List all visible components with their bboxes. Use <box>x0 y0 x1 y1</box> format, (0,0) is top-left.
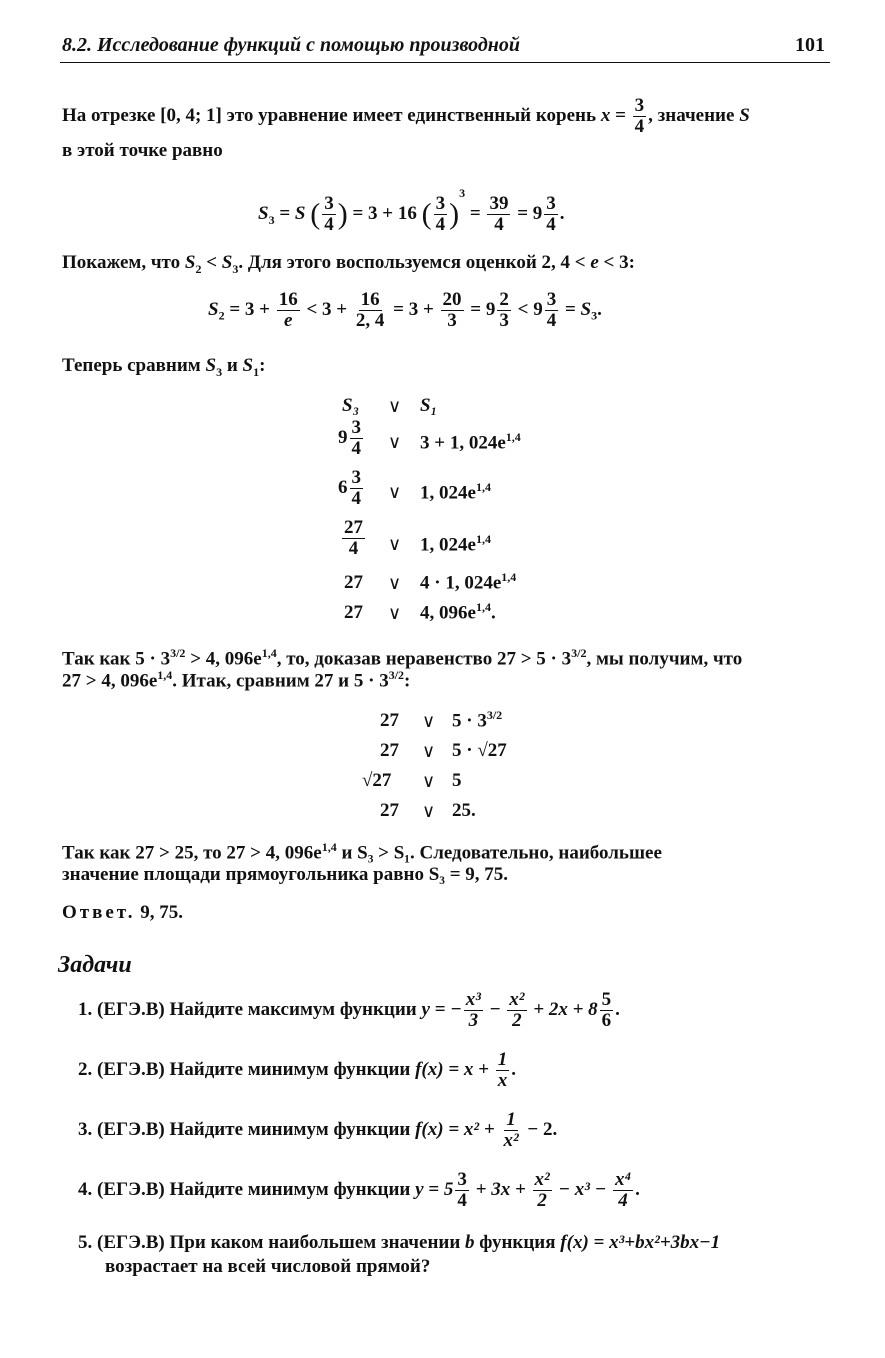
math-var: x <box>600 104 611 126</box>
text-segment: На отрезке [0, 4; 1] это уравнение имеет единственный корень <box>62 104 597 126</box>
fraction <box>350 468 364 509</box>
punct: . <box>490 602 496 624</box>
cmp2-left-2: √27 <box>362 770 392 791</box>
formula-part: y = − <box>421 998 462 1020</box>
cmp2-left-0: 27 <box>380 710 399 731</box>
exponent: 3/2 <box>170 646 186 660</box>
fraction <box>441 290 464 331</box>
paragraph-root <box>62 96 750 137</box>
math-op: = <box>274 203 295 224</box>
formula-part: . <box>635 1178 640 1200</box>
paragraph-since-l1 <box>62 646 742 670</box>
fraction <box>501 1110 520 1151</box>
expr: 4 · 1, 024e <box>420 572 502 594</box>
math-op: < 3 + <box>301 298 352 320</box>
fraction <box>354 290 387 331</box>
cmp1-right-2 <box>420 480 491 504</box>
cmp1-vee-3: ∨ <box>388 534 402 554</box>
cmp1-left-5: 27 <box>344 602 363 623</box>
formula-part: f(x) = x + <box>415 1058 494 1080</box>
cmp1-right-3 <box>420 532 491 556</box>
formula-part: . <box>615 998 620 1020</box>
fraction <box>545 290 559 331</box>
numerator: x³ <box>465 989 481 1010</box>
exponent: 1,4 <box>475 532 491 546</box>
subscript: 1 <box>253 364 260 379</box>
expr: 4, 096e <box>420 602 476 624</box>
text-segment: Теперь сравним <box>62 355 201 376</box>
denominator: x² <box>503 1129 519 1151</box>
cmp1-right-1 <box>420 430 521 454</box>
denominator: 4 <box>348 537 359 559</box>
denominator: e <box>284 309 293 331</box>
fraction <box>487 194 510 235</box>
paragraph-conclusion-l1 <box>62 840 662 864</box>
numerator: 27 <box>344 517 363 538</box>
fraction <box>600 990 614 1031</box>
math-var: b <box>465 1232 475 1253</box>
answer-label: Ответ. <box>62 902 136 923</box>
cmp2-right-0 <box>452 708 502 732</box>
cmp2-right-3: 25. <box>452 800 476 821</box>
fraction <box>497 290 511 331</box>
fraction <box>277 290 300 331</box>
math-op: = <box>469 203 486 224</box>
numerator: 3 <box>351 417 361 438</box>
cmp2-left-1: 27 <box>380 740 399 761</box>
denominator: 4 <box>494 214 504 236</box>
paren-close: ) <box>449 197 460 231</box>
exponent: 3/2 <box>571 646 587 660</box>
exponent: 3/2 <box>388 668 405 682</box>
text-segment: < 3: <box>603 252 635 273</box>
math-var: e <box>590 252 599 273</box>
cmp2-vee-2: ∨ <box>422 771 436 791</box>
subscript: 2 <box>195 261 202 276</box>
denominator: 4 <box>546 214 556 236</box>
fraction <box>322 194 336 235</box>
text-segment: . Итак, сравним 27 и 5 · 3 <box>172 670 389 692</box>
denominator: 3 <box>499 309 509 331</box>
formula-part: f(x) = x² + <box>415 1118 500 1140</box>
text-segment: Так как 27 > 25, то 27 > 4, 096e <box>62 842 322 864</box>
math-var: S <box>208 298 219 320</box>
task-text: (ЕГЭ.В) При каком наибольшем значении <box>97 1232 461 1253</box>
equation-s3 <box>258 186 565 235</box>
task-text: функция <box>479 1232 556 1253</box>
exponent: 3/2 <box>486 708 503 722</box>
math-op: = <box>615 104 626 126</box>
numerator: x² <box>534 1169 550 1190</box>
exponent: 1,4 <box>157 668 173 682</box>
task-number: 2. <box>78 1058 93 1080</box>
denominator: 2 <box>512 1009 522 1031</box>
task-5-continuation: возрастает на всей числовой прямой? <box>105 1256 431 1277</box>
cmp1-vee-5: ∨ <box>388 603 402 623</box>
mixed-int: 9 <box>338 426 348 448</box>
task-1 <box>78 990 620 1031</box>
paren-open: ( <box>421 197 432 231</box>
subscript: 3 <box>268 212 275 227</box>
math-op: = 9 <box>465 298 496 320</box>
paragraph-show <box>62 252 635 277</box>
math-op: = 9 <box>517 203 543 224</box>
page-number: 101 <box>795 34 825 56</box>
numerator: 3 <box>351 467 361 488</box>
mixed-int: 6 <box>338 476 348 498</box>
subscript: 3 <box>216 364 223 379</box>
task-number: 5. <box>78 1232 93 1253</box>
text-segment: и S₃ > S₁. Следовательно, наибольшее <box>336 842 662 864</box>
expr: 5 · 3 <box>452 710 487 732</box>
denominator: x <box>497 1069 508 1091</box>
cmp1-left-3 <box>340 518 367 559</box>
cmp1-right-4 <box>420 570 516 594</box>
denominator: 2 <box>537 1189 547 1211</box>
paragraph-conclusion-l2: значение площади прямоугольника равно S₃ = 9, 75. <box>62 864 509 885</box>
denominator: 4 <box>634 115 645 137</box>
numerator: 3 <box>457 1169 467 1190</box>
expr: 1, 024e <box>420 534 476 556</box>
math-op: . <box>559 203 565 224</box>
paragraph-since-l2 <box>62 668 410 692</box>
cmp1-vee-0: ∨ <box>388 396 402 416</box>
cmp2-right-1: 5 · √27 <box>452 740 507 761</box>
math-var: S <box>258 203 269 224</box>
math-op: = 3 + <box>388 298 439 320</box>
subscript: 3 <box>591 308 598 323</box>
task-2 <box>78 1050 516 1091</box>
formula-part: + 2x + 8 <box>528 998 598 1020</box>
cmp1-left-1 <box>338 418 365 459</box>
math-op: < 9 <box>512 298 543 320</box>
math-op: < <box>201 252 222 273</box>
fraction <box>464 990 483 1031</box>
numerator: 3 <box>324 193 334 215</box>
denominator: 3 <box>468 1009 479 1031</box>
formula-part: . <box>511 1058 516 1080</box>
denominator: 4 <box>457 1189 467 1211</box>
math-var: S <box>242 355 254 376</box>
numerator: 16 <box>278 289 298 310</box>
formula-part: y = 5 <box>415 1178 454 1200</box>
text-segment: , мы получим, что <box>586 648 743 670</box>
denominator: 2, 4 <box>355 309 385 331</box>
math-var: S <box>739 104 750 126</box>
section-title: Задачи <box>58 952 132 978</box>
fraction <box>533 1170 552 1211</box>
fraction <box>633 96 647 137</box>
math-op: = <box>560 298 581 320</box>
expr: 1, 024e <box>420 482 476 504</box>
numerator: 1 <box>497 1049 508 1070</box>
paragraph-compare <box>62 355 265 380</box>
cmp1-right-5 <box>420 600 496 624</box>
math-op: . <box>597 298 602 320</box>
task-text: (ЕГЭ.В) Найдите максимум функции <box>97 998 417 1020</box>
task-number: 4. <box>78 1178 93 1200</box>
text-segment: и <box>222 355 243 376</box>
expr: 3 + 1, 024e <box>420 432 506 454</box>
equation-s2 <box>208 290 602 331</box>
formula-part: − 2. <box>522 1118 558 1140</box>
numerator: 20 <box>442 289 462 310</box>
text-segment: , значение <box>648 104 735 126</box>
math-var: S <box>184 252 196 273</box>
cmp1-vee-2: ∨ <box>388 482 402 502</box>
formula-part: − <box>484 998 506 1020</box>
numerator: 1 <box>506 1109 516 1130</box>
formula-part: − x³ − <box>553 1178 611 1200</box>
text-segment: : <box>259 355 266 376</box>
text-segment: . Для этого воспользуемся оценкой 2, 4 < <box>238 252 586 273</box>
cmp2-left-3: 27 <box>380 800 399 821</box>
subscript: 2 <box>218 308 225 323</box>
cmp2-vee-3: ∨ <box>422 801 436 821</box>
running-header-section: 8.2. Исследование функций с помощью производной <box>62 34 521 56</box>
cmp1-vee-4: ∨ <box>388 573 402 593</box>
task-text: (ЕГЭ.В) Найдите минимум функции <box>97 1058 411 1080</box>
fraction <box>350 418 364 459</box>
cmp2-vee-0: ∨ <box>422 711 436 731</box>
fraction <box>613 1170 633 1211</box>
header-rule <box>60 62 830 63</box>
exponent: 1,4 <box>505 430 521 444</box>
fraction <box>434 194 448 235</box>
numerator: 3 <box>435 193 446 215</box>
numerator: 2 <box>499 289 509 310</box>
exponent: 1,4 <box>261 646 277 660</box>
denominator: 3 <box>447 309 457 331</box>
math-op: = 3 + <box>224 298 275 320</box>
cmp1-left-0: S₃ <box>342 395 360 416</box>
numerator: x² <box>509 989 525 1010</box>
answer-value: 9, 75. <box>140 902 183 923</box>
text-segment: Покажем, что <box>62 252 181 273</box>
fraction <box>507 990 526 1031</box>
denominator: 6 <box>601 1009 612 1031</box>
cmp1-left-4: 27 <box>344 572 363 593</box>
fraction <box>544 194 558 235</box>
task-text: (ЕГЭ.В) Найдите минимум функции <box>97 1178 411 1200</box>
formula-part: + 3x + <box>470 1178 531 1200</box>
text-segment: > 4, 096e <box>185 648 262 670</box>
exponent: 1,4 <box>475 480 491 494</box>
answer-line <box>62 902 183 924</box>
task-5 <box>78 1232 720 1254</box>
text-segment: , то, доказав неравенство 27 > 5 · 3 <box>276 648 572 670</box>
math-var: S <box>221 252 233 273</box>
task-text: (ЕГЭ.В) Найдите минимум функции <box>97 1118 411 1140</box>
exponent: 1,4 <box>321 840 337 854</box>
math-var: S <box>205 355 217 376</box>
task-number: 1. <box>78 998 93 1020</box>
exponent: 1,4 <box>501 570 517 584</box>
text-segment: : <box>404 670 411 692</box>
numerator: 5 <box>601 989 612 1010</box>
numerator: 39 <box>489 193 509 215</box>
task-4 <box>78 1170 640 1211</box>
numerator: 3 <box>546 289 557 310</box>
denominator: 4 <box>351 487 361 509</box>
task-number: 3. <box>78 1118 93 1140</box>
text-segment: Так как 5 · 3 <box>62 648 171 670</box>
text-segment: 27 > 4, 096e <box>62 670 158 692</box>
cmp2-right-2: 5 <box>452 770 462 791</box>
fraction <box>496 1050 510 1091</box>
denominator: 4 <box>351 437 361 459</box>
fraction <box>342 518 365 559</box>
denominator: 4 <box>546 309 557 331</box>
math-op: = 3 + 16 <box>352 203 417 224</box>
cmp1-right-0: S₁ <box>420 395 438 416</box>
fraction <box>455 1170 469 1211</box>
cmp1-vee-1: ∨ <box>388 432 402 452</box>
exponent: 1,4 <box>475 600 491 614</box>
numerator: 3 <box>546 193 556 215</box>
numerator: 16 <box>360 289 380 310</box>
math-var: S <box>294 203 306 224</box>
paragraph-continuation: в этой точке равно <box>62 140 223 161</box>
cmp1-left-2 <box>338 468 365 509</box>
formula-part: f(x) = x³+bx²+3bx−1 <box>560 1232 721 1253</box>
denominator: 4 <box>618 1189 628 1211</box>
paren-open: ( <box>310 197 321 231</box>
math-var: S <box>580 298 592 320</box>
numerator: x⁴ <box>614 1169 632 1190</box>
exponent: 3 <box>459 186 466 200</box>
cmp2-vee-1: ∨ <box>422 741 436 761</box>
subscript: 3 <box>232 261 239 276</box>
paren-close: ) <box>337 197 348 231</box>
task-3 <box>78 1110 557 1151</box>
numerator: 3 <box>634 95 645 116</box>
denominator: 4 <box>435 214 446 236</box>
denominator: 4 <box>324 214 334 236</box>
